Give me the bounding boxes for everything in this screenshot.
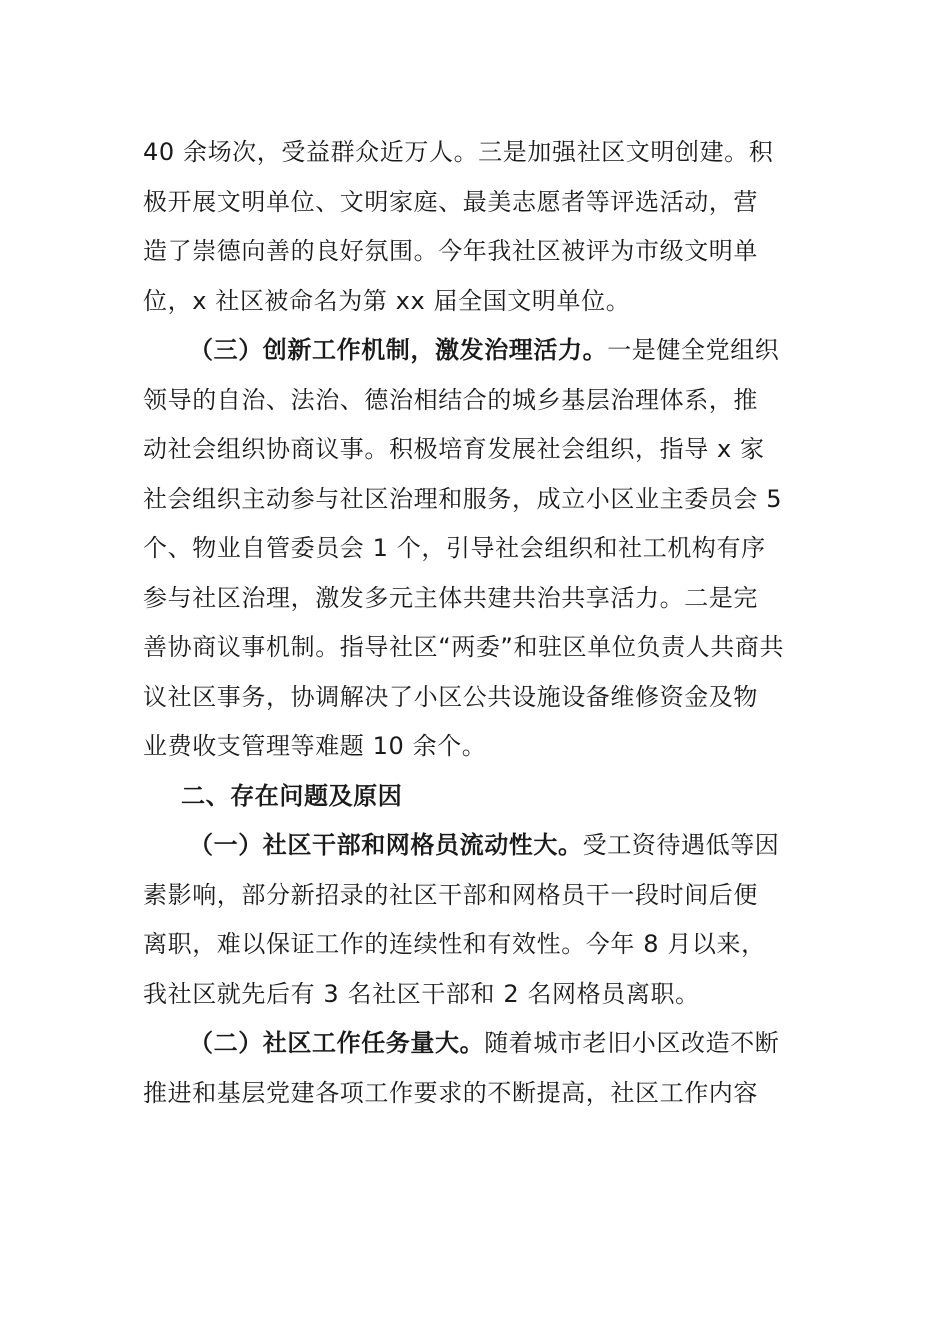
text-line: 位，x 社区被命名为第 xx 届全国文明单位。 [143,286,631,315]
text-line: 造了崇德向善的良好氛围。今年我社区被评为市级文明单 [143,237,758,265]
text-line: 善协商议事机制。指导社区“两委”和驻区单位负责人共商共 [143,633,785,661]
first-line-rest: 随着城市老旧小区改造不断 [484,1029,780,1057]
section-heading [143,772,807,822]
text-line: 领导的自治、法治、德治相结合的城乡基层治理体系，推 [143,385,758,414]
text-line: 议社区事务，协调解决了小区公共设施设备维修资金及物 [143,682,758,711]
document-body [143,128,807,1118]
text-line: 推进和基层党建各项工作要求的不断提高，社区工作内容 [143,1078,758,1107]
text-line: 参与社区治理，激发多元主体共建共治共享活力。二是完 [143,583,758,612]
first-line-rest: 受工资待遇低等因 [582,831,780,859]
text-line-first [143,821,807,871]
text-line: 极开展文明单位、文明家庭、最美志愿者等评选活动，营 [143,187,758,216]
subheading-bold: （二）社区工作任务量大。 [189,1029,485,1057]
text-line: 离职，难以保证工作的连续性和有效性。今年 8 月以来， [143,930,766,958]
text-line: 动社会组织协商议事。积极培育发展社会组织，指导 x 家 [143,435,765,463]
text-line: 素影响，部分新招录的社区干部和网格员干一段时间后便 [143,880,758,909]
section-heading-text: 二、存在问题及原因 [181,781,403,810]
text-line-first [143,1019,807,1069]
subheading-bold: （三）创新工作机制，激发治理活力。 [189,336,608,364]
paragraph-workload [143,1019,807,1118]
paragraph-continuation [143,128,807,326]
text-line: 社会组织主动参与社区治理和服务，成立小区业主委员会 5 [143,484,783,513]
paragraph-staff-turnover [143,821,807,1019]
text-line: 个、物业自管委员会 1 个，引导社会组织和社工机构有序 [143,534,766,562]
text-line: 业费收支管理等难题 10 余个。 [143,732,487,760]
paragraph-innovation-mechanism [143,326,807,772]
first-line-rest: 一是健全党组织 [607,336,780,364]
text-line: 40 余场次，受益群众近万人。三是加强社区文明创建。积 [143,138,774,166]
text-line: 我社区就先后有 3 名社区干部和 2 名网格员离职。 [143,979,700,1008]
subheading-bold: （一）社区干部和网格员流动性大。 [189,831,583,859]
text-line-first [143,326,807,376]
